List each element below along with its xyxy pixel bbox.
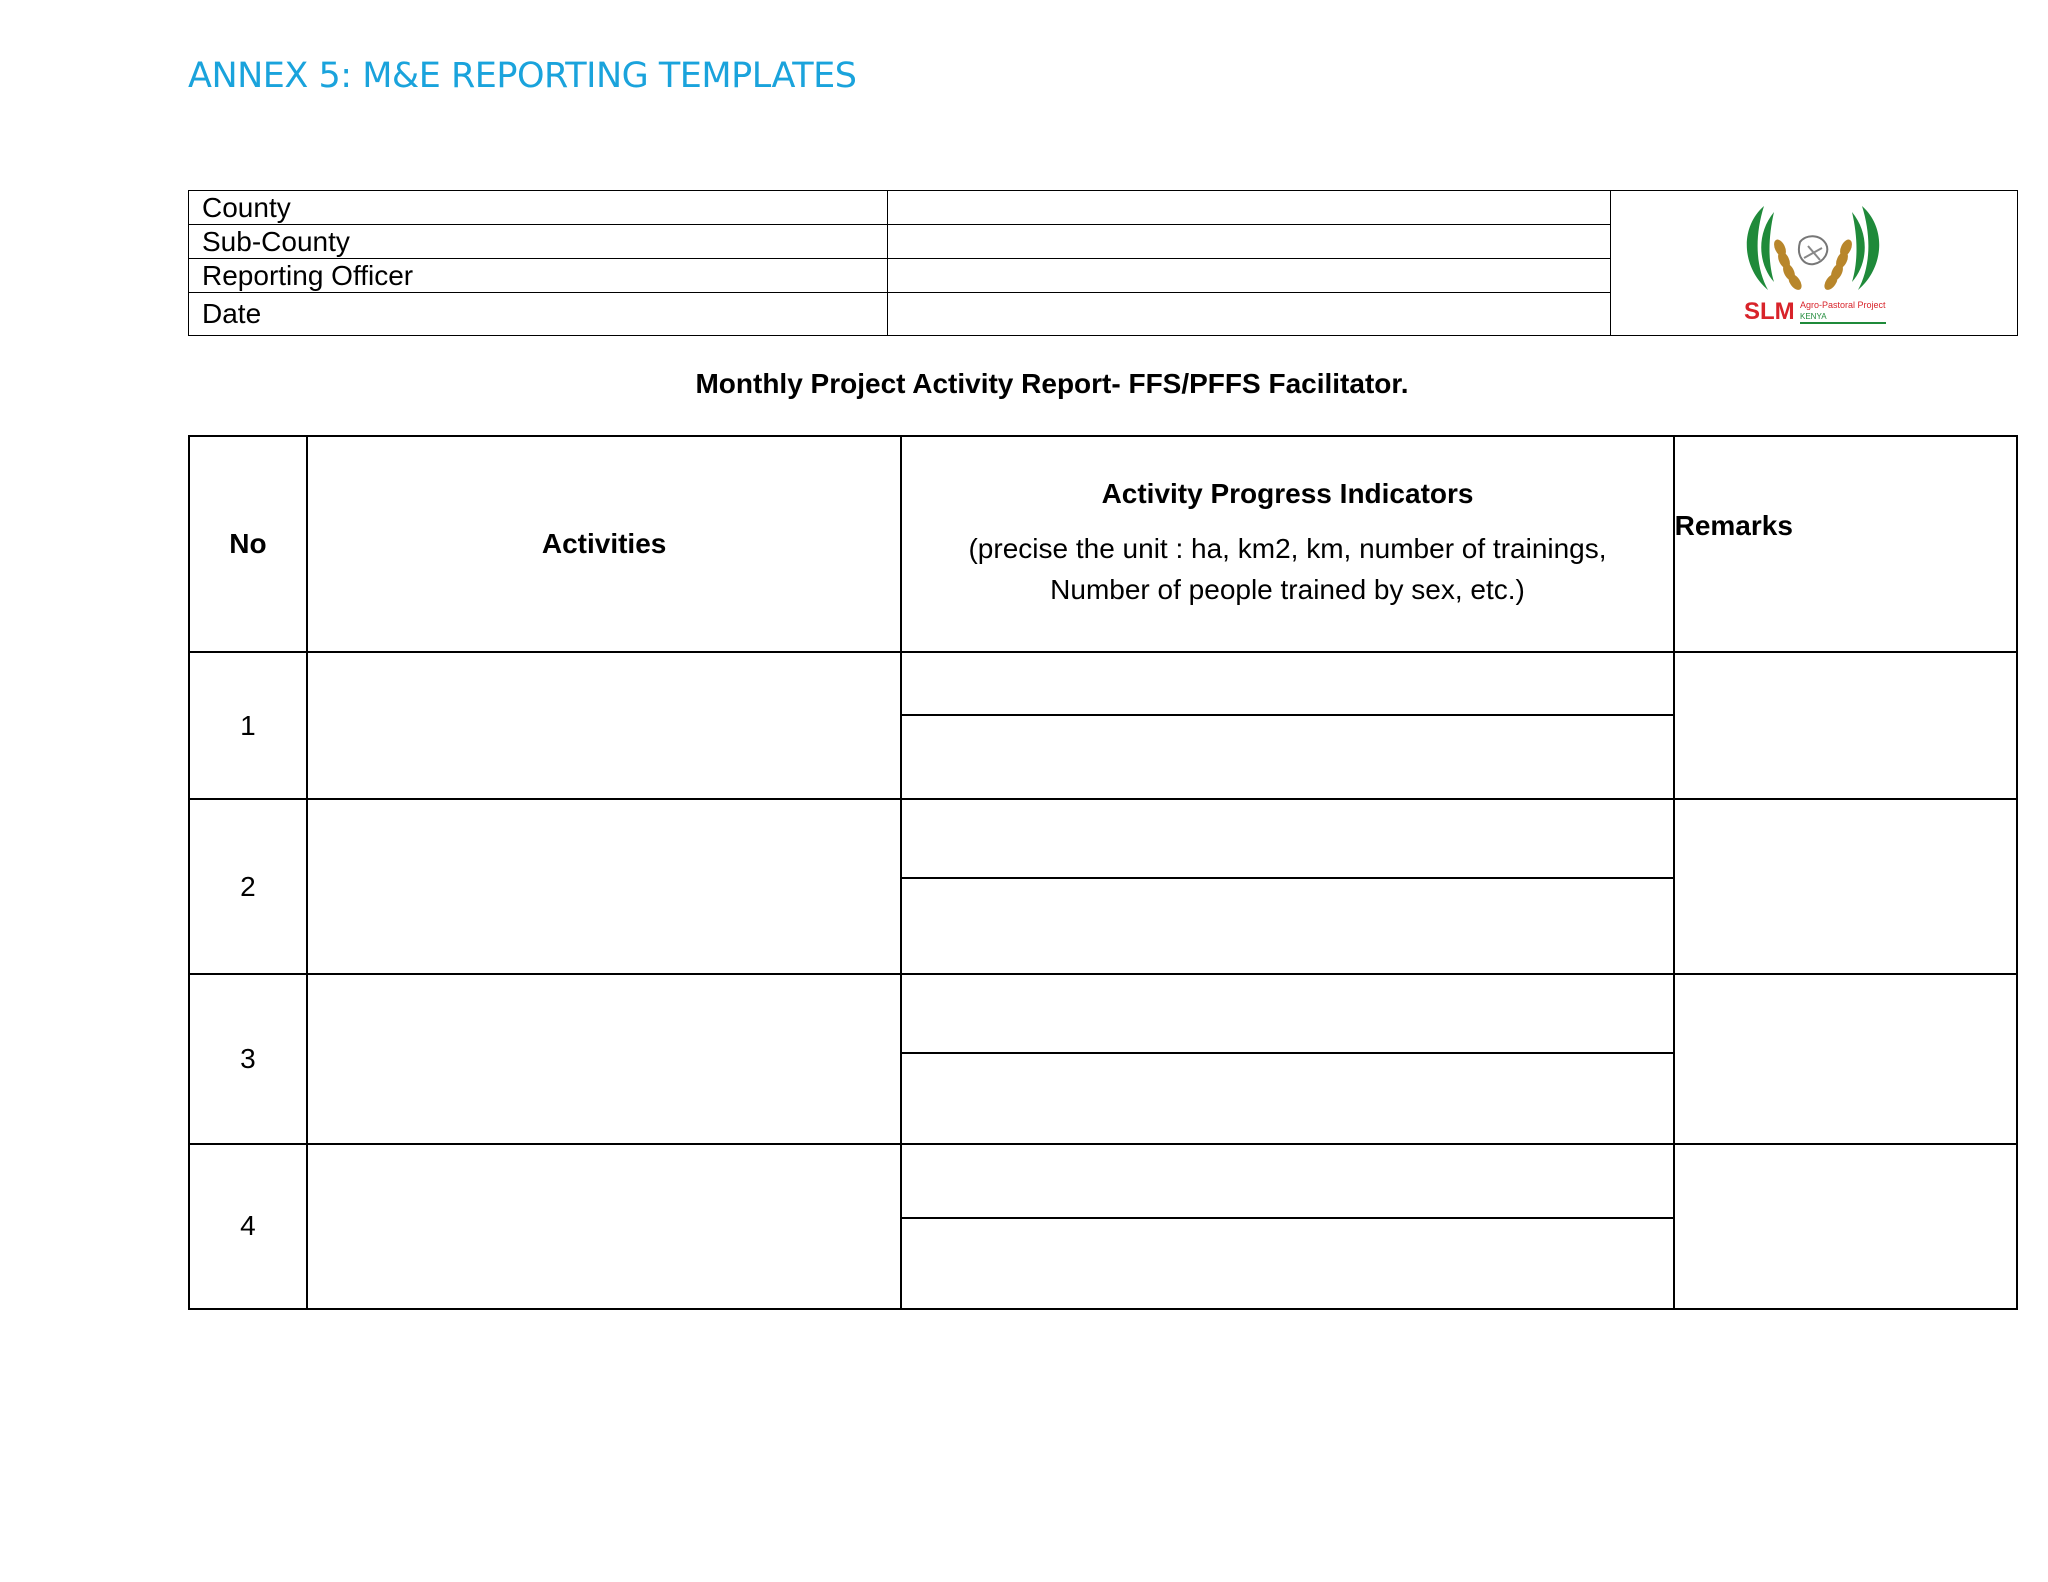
row-number: 3 [189, 974, 307, 1143]
location-info-table [188, 190, 2018, 336]
activity-cell[interactable] [307, 974, 902, 1143]
slm-logo-icon [1734, 198, 1894, 328]
row-number: 2 [189, 799, 307, 974]
remarks-label: Remarks [1674, 510, 1793, 541]
table-row [189, 974, 2017, 1053]
reporting-officer-label: Reporting Officer [189, 259, 888, 293]
date-label: Date [189, 293, 888, 336]
remarks-cell[interactable] [1674, 1144, 2017, 1309]
remarks-cell[interactable] [1674, 799, 2017, 974]
logo-tagline: Agro-Pastoral Project [1800, 300, 1886, 310]
header-activities: Activities [307, 436, 902, 652]
date-value[interactable] [888, 293, 1611, 336]
activity-cell[interactable] [307, 799, 902, 974]
slm-logo [1611, 198, 2017, 328]
logo-cell [1611, 191, 2018, 336]
remarks-cell[interactable] [1674, 652, 2017, 798]
header-indicators [901, 436, 1673, 652]
county-value[interactable] [888, 191, 1611, 225]
activity-cell[interactable] [307, 652, 902, 798]
sub-county-label: Sub-County [189, 225, 888, 259]
remarks-cell[interactable] [1674, 974, 2017, 1143]
indicator-cell[interactable] [901, 1144, 1673, 1218]
logo-country: KENYA [1800, 312, 1827, 321]
indicator-cell[interactable] [901, 878, 1673, 974]
indicator-cell[interactable] [901, 652, 1673, 714]
header-no: No [189, 436, 307, 652]
indicator-cell[interactable] [901, 1218, 1673, 1309]
sub-county-value[interactable] [888, 225, 1611, 259]
indicators-title: Activity Progress Indicators [1101, 478, 1474, 510]
annex-title: ANNEX 5: M&E REPORTING TEMPLATES [188, 56, 857, 96]
row-number: 4 [189, 1144, 307, 1309]
indicator-cell[interactable] [901, 1053, 1673, 1143]
table-row [189, 652, 2017, 714]
logo-text: SLM [1744, 298, 1795, 325]
indicator-cell[interactable] [901, 715, 1673, 799]
indicators-note-line1: (precise the unit : ha, km2, km, number of trainings, [968, 533, 1607, 565]
report-title: Monthly Project Activity Report- FFS/PFFS Facilitator. [695, 368, 1409, 399]
county-label: County [189, 191, 888, 225]
reporting-officer-value[interactable] [888, 259, 1611, 293]
indicator-cell[interactable] [901, 974, 1673, 1053]
row-number: 1 [189, 652, 307, 798]
table-row [189, 1144, 2017, 1218]
activity-cell[interactable] [307, 1144, 902, 1309]
table-row [189, 799, 2017, 878]
indicators-note-line2: Number of people trained by sex, etc.) [1050, 574, 1525, 606]
header-row [189, 436, 2017, 652]
header-remarks [1674, 436, 2017, 652]
indicator-cell[interactable] [901, 799, 1673, 878]
activity-report-table [188, 435, 2018, 1310]
